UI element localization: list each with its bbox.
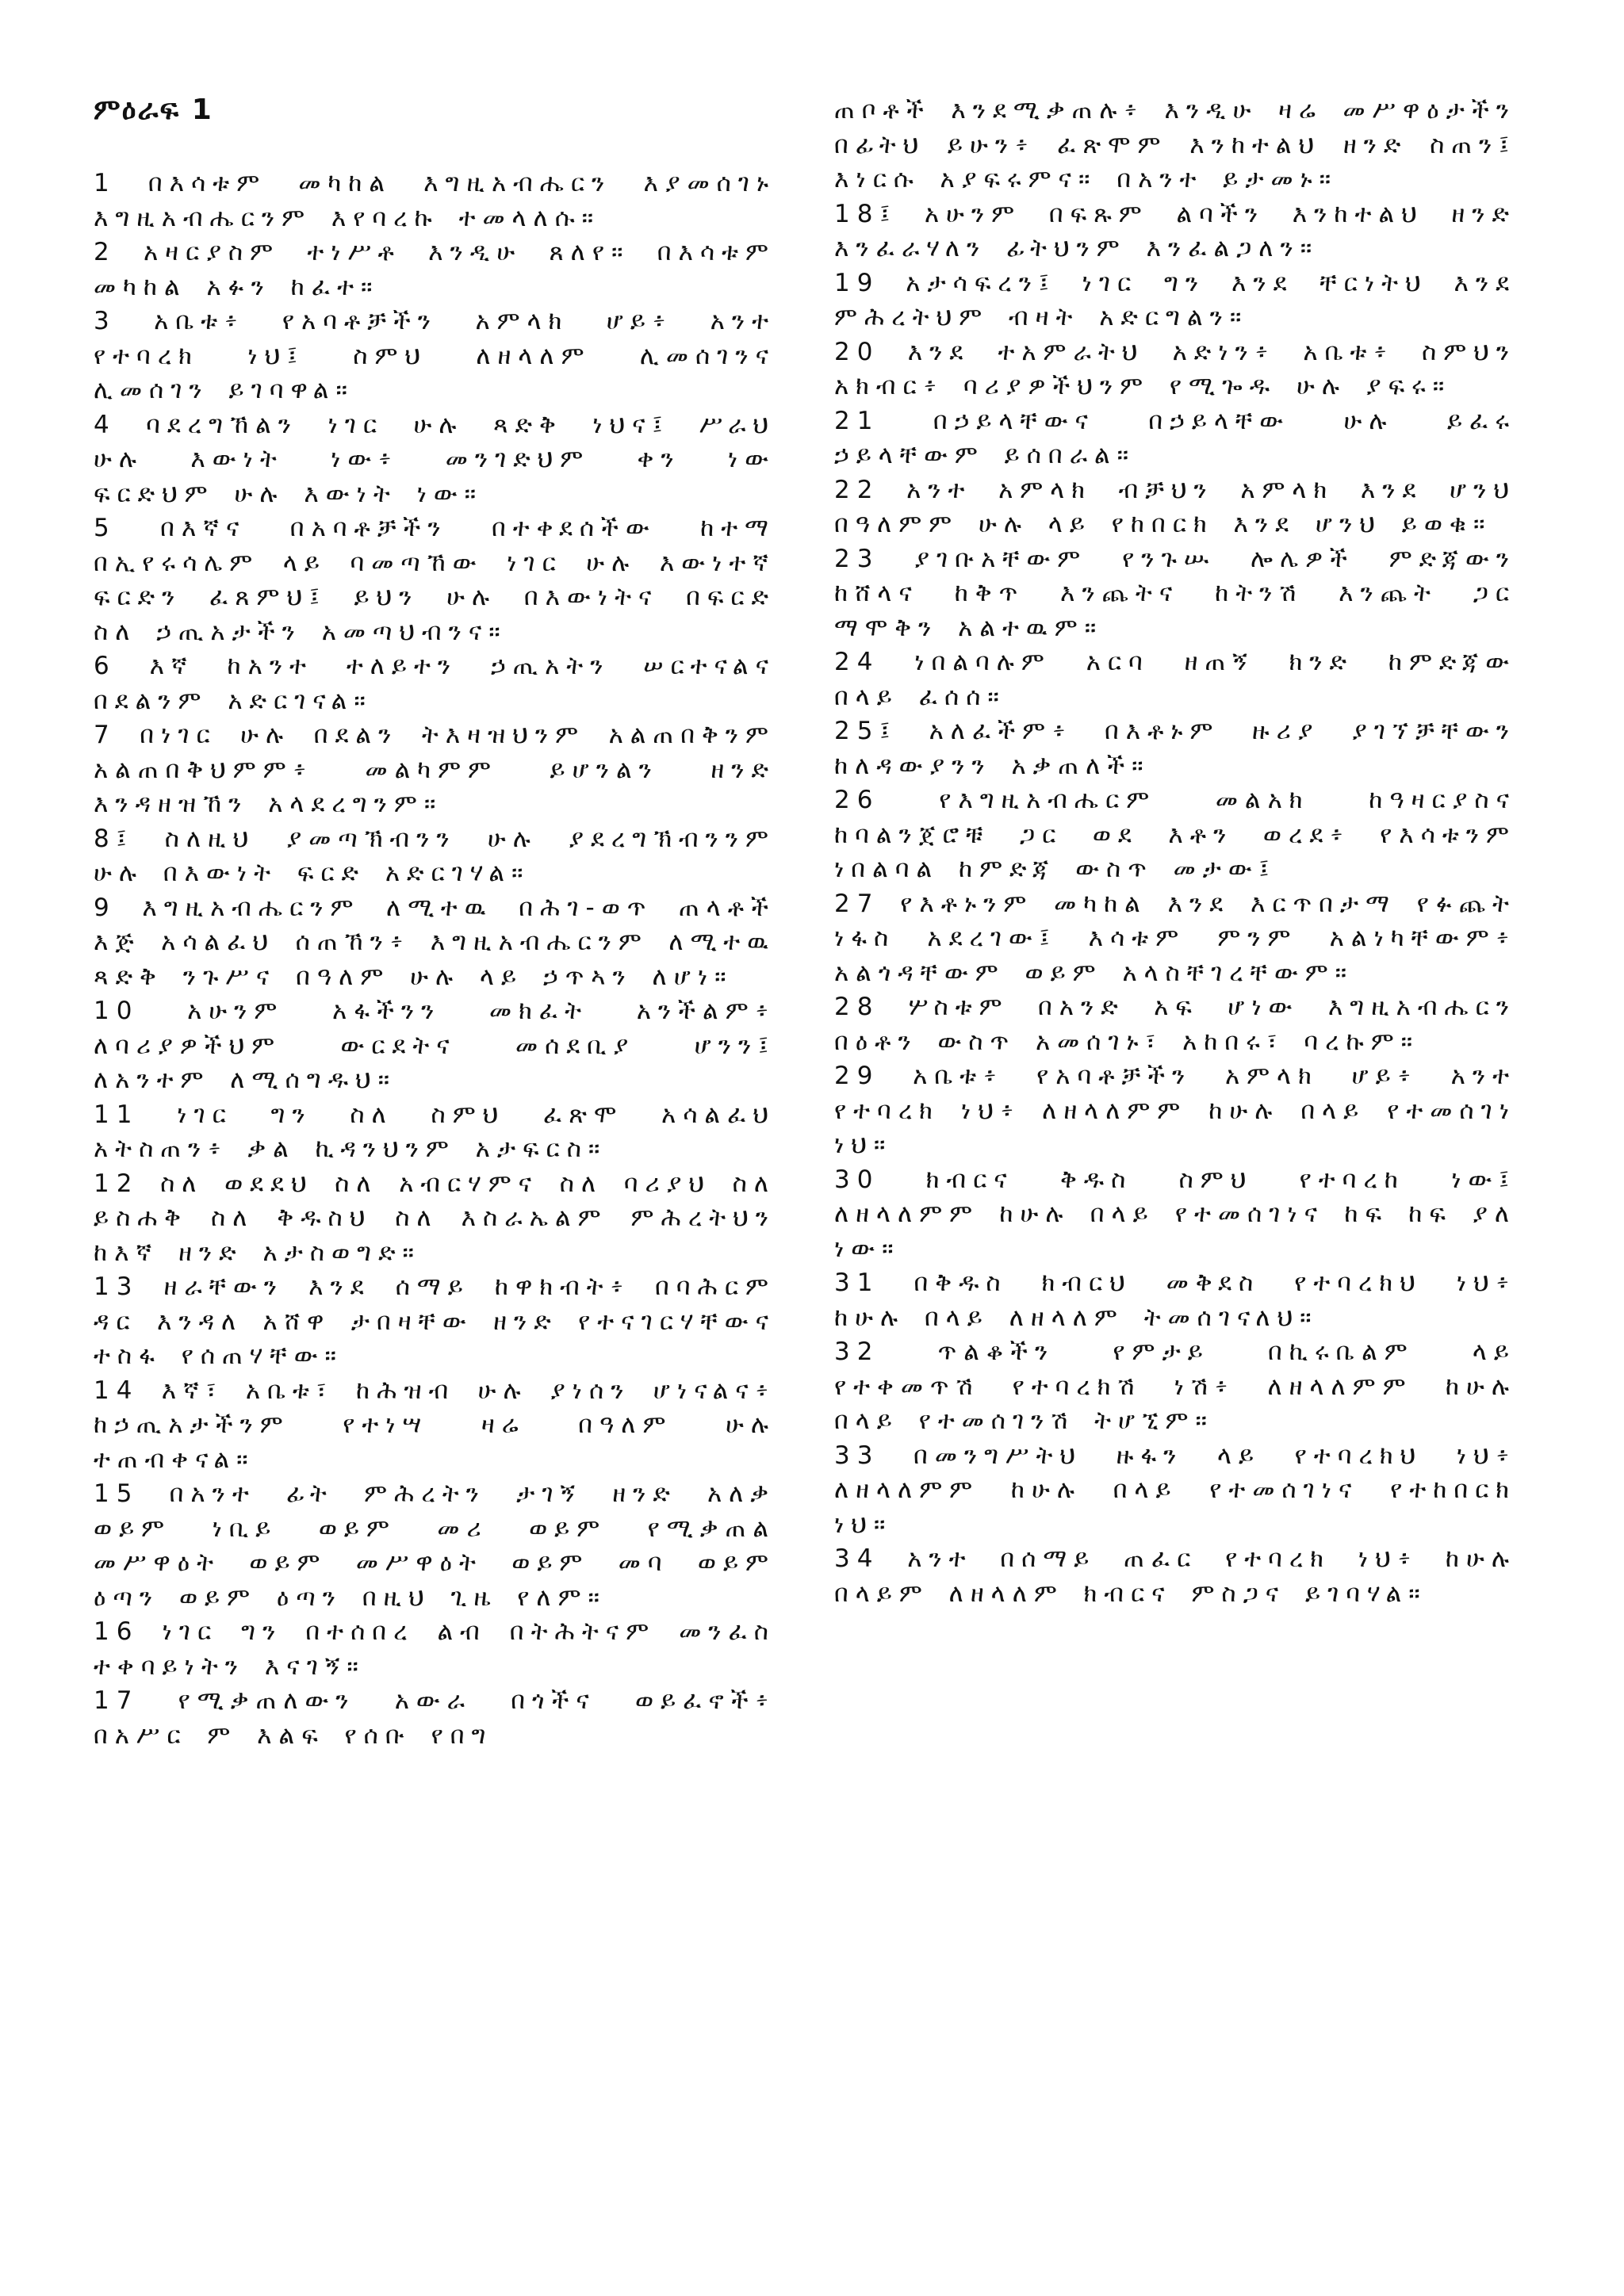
verse-paragraph: 16 ነገር ግን በተሰበረ ልብ በትሕትናም መንፈስ ተቀባይነትን እናገኝ።: [94, 1617, 776, 1681]
verse-paragraph: 19 አታሳፍረን፤ ነገር ግን እንደ ቸርነትህ እንደ ምሕረትህም ብዛት አድርግልን።: [834, 268, 1516, 331]
verse-paragraph: 13 ዘራቸውን እንደ ሰማይ ከዋክብት፥ በባሕርም ዳር እንዳለ አሸዋ ታበዛቸው ዘንድ የተናገርሃቸውና ተስፋ የሰጠሃቸው።: [94, 1272, 776, 1370]
verse-paragraph: ጠቦቶች እንደሚቃጠሉ፥ እንዲሁ ዛሬ መሥዋዕታችን በፊትህ ይሁን፥ ፈጽሞም እንከተልህ ዘንድ ስጠን፤ እነርሱ አያፍሩምና። በአንተ ይታመኑ።: [834, 96, 1516, 193]
verse-paragraph: 15 በአንተ ፊት ምሕረትን ታገኝ ዘንድ አለቃ ወይም ነቢይ ወይም መሪ ወይም የሚቃጠል መሥዋዕት ወይም መሥዋዕት ወይም መባ ወይም ዕጣን ወይም ዕጣን በዚህ ጊዜ የለም።: [94, 1479, 776, 1612]
verse-paragraph: 21 በኃይላቸውና በኃይላቸው ሁሉ ይፈሩ ኃይላቸውም ይሰበራል።: [834, 406, 1516, 469]
verse-paragraph: 2 አዛርያስም ተነሥቶ እንዲሁ ጸለየ። በእሳቱም መካከል አፉን ከፈተ።: [94, 238, 776, 301]
verse-paragraph: 8፤ ስለዚህ ያመጣኽብንን ሁሉ ያደረግኽብንንም ሁሉ በእውነት ፍርድ አድርገሃል።: [94, 824, 776, 887]
verse-paragraph: 31 በቅዱስ ክብርህ መቅደስ የተባረክህ ነህ፥ ከሁሉ በላይ ለዘላለም ትመሰገናለህ።: [834, 1269, 1516, 1332]
verse-paragraph: 1 በእሳቱም መካከል እግዚአብሔርን እያመሰገኑ እግዚአብሔርንም እየባረኩ ተመላለሱ።: [94, 169, 776, 232]
verse-paragraph: 24 ነበልባሉም አርባ ዘጠኝ ክንድ ከምድጃው በላይ ፈሰሰ።: [834, 648, 1516, 711]
verse-paragraph: 17 የሚቃጠለውን አውራ በጎችና ወይፈኖች፥ በአሥር ም እልፍ የሰቡ የበግ: [94, 1686, 776, 1750]
verse-paragraph: 33 በመንግሥትህ ዙፋን ላይ የተባረክህ ነህ፥ ለዘላለምም ከሁሉ በላይ የተመሰገነና የተከበርክ ነህ።: [834, 1441, 1516, 1539]
verse-paragraph: 27 የእቶኑንም መካከል እንደ እርጥበታማ የፉጨት ነፋስ አደረገው፤ እሳቱም ምንም አልነካቸውም፥ አልጎዳቸውም ወይም አላስቸገረቸውም።: [834, 889, 1516, 987]
verse-paragraph: 20 እንደ ተአምራትህ አድነን፥ አቤቱ፥ ስምህን አክብር፥ ባሪያዎችህንም የሚጐዱ ሁሉ ያፍሩ።: [834, 337, 1516, 400]
verse-paragraph: 28 ሦስቱም በአንድ አፍ ሆነው እግዚአብሔርን በዕቶን ውስጥ አመሰገኑ፣ አከበሩ፣ ባረኩም።: [834, 993, 1516, 1056]
verse-paragraph: 34 አንተ በሰማይ ጠፈር የተባረክ ነህ፥ ከሁሉ በላይም ለዘላለም ክብርና ምስጋና ይገባሃል።: [834, 1544, 1516, 1608]
verse-paragraph: 4 ባደረግኸልን ነገር ሁሉ ጻድቅ ነህና፤ ሥራህ ሁሉ እውነት ነው፥ መንገድህም ቀን ነው ፍርድህም ሁሉ እውነት ነው።: [94, 410, 776, 508]
verse-paragraph: 3 አቤቱ፥ የአባቶቻችን አምላክ ሆይ፥ አንተ የተባረክ ነህ፤ ስምህ ለዘላለም ሊመሰገንና ሊመሰገን ይገባዋል።: [94, 307, 776, 404]
chapter-heading: ምዕራፍ 1: [94, 94, 213, 126]
verse-paragraph: 10 አሁንም አፋችንን መክፈት አንችልም፥ ለባሪያዎችህም ውርደትና መሰደቢያ ሆንን፤ ለአንተም ለሚሰግዱህ።: [94, 997, 776, 1094]
verse-paragraph: 26 የእግዚአብሔርም መልአክ ከዓዛርያስና ከባልንጀሮቹ ጋር ወደ እቶን ወረደ፥ የእሳቱንም ነበልባል ከምድጃ ውስጥ መታው፤: [834, 786, 1516, 883]
verse-paragraph: 12 ስለ ወደደህ ስለ አብርሃምና ስለ ባሪያህ ስለ ይስሐቅ ስለ ቅዱስህ ስለ እስራኤልም ምሕረትህን ከእኛ ዘንድ አታስወግድ።: [94, 1169, 776, 1267]
verse-paragraph: 23 ያገቡአቸውም የንጉሡ ሎሌዎች ምድጃውን ከሸላና ከቅጥ እንጨትና ከትንሽ እንጨት ጋር ማሞቅን አልተዉም።: [834, 544, 1516, 642]
left-column: [94, 166, 776, 1753]
verse-paragraph: 14 እኛ፣ አቤቱ፣ ከሕዝብ ሁሉ ያነሰን ሆነናልና፥ ከኃጢአታችንም የተነሣ ዛሬ በዓለም ሁሉ ተጠብቀናል።: [94, 1376, 776, 1474]
verse-paragraph: 30 ክብርና ቅዱስ ስምህ የተባረከ ነው፤ ለዘላለምም ከሁሉ በላይ የተመሰገነና ከፍ ከፍ ያለ ነው።: [834, 1165, 1516, 1263]
verse-paragraph: 29 አቤቱ፥ የአባቶቻችን አምላክ ሆይ፥ አንተ የተባረክ ነህ፥ ለዘላለምም ከሁሉ በላይ የተመሰገነ ነህ።: [834, 1062, 1516, 1159]
verse-paragraph: 7 በነገር ሁሉ በደልን ትእዛዝህንም አልጠበቅንም አልጠበቅህምም፥ መልካምም ይሆንልን ዘንድ እንዳዘዝኸን አላደረግንም።: [94, 721, 776, 818]
verse-paragraph: 9 እግዚአብሔርንም ለሚተዉ በሕገ-ወጥ ጠላቶች እጅ አሳልፈህ ሰጠኸን፥ እግዚአብሔርንም ለሚተዉ ጻድቅ ንጉሥና በዓለም ሁሉ ላይ ኃጥኣን ለሆነ።: [94, 893, 776, 991]
verse-paragraph: 25፤ አለፈችም፥ በእቶኑም ዙሪያ ያገኘቻቸውን ከለዳውያንን አቃጠለች።: [834, 717, 1516, 780]
verse-paragraph: 6 እኛ ከአንተ ተለይተን ኃጢአትን ሠርተናልና በደልንም አድርገናል።: [94, 652, 776, 715]
verse-paragraph: 11 ነገር ግን ስለ ስምህ ፈጽሞ አሳልፈህ አትስጠን፥ ቃል ኪዳንህንም አታፍርስ።: [94, 1100, 776, 1163]
verse-paragraph: 18፤ አሁንም በፍጹም ልባችን እንከተልህ ዘንድ እንፈራሃለን ፊትህንም እንፈልጋለን።: [834, 199, 1516, 262]
verse-paragraph: 5 በእኛና በአባቶቻችን በተቀደሰችው ከተማ በኢየሩሳሌም ላይ ባመጣኸው ነገር ሁሉ እውነተኛ ፍርድን ፈጸምህ፤ ይህን ሁሉ በእውነትና በፍርድ ስለ ኃጢአታችን አመጣህብንና።: [94, 514, 776, 646]
verse-paragraph: 22 አንተ አምላክ ብቻህን አምላክ እንደ ሆንህ በዓለምም ሁሉ ላይ የከበርክ እንደ ሆንህ ይወቁ።: [834, 475, 1516, 538]
verse-paragraph: 32 ጥልቆችን የምታይ በኪሩቤልም ላይ የተቀመጥሽ የተባረክሽ ነሽ፥ ለዘላለምም ከሁሉ በላይ የተመሰገንሽ ትሆኚም።: [834, 1337, 1516, 1435]
right-column: [834, 94, 1516, 1611]
